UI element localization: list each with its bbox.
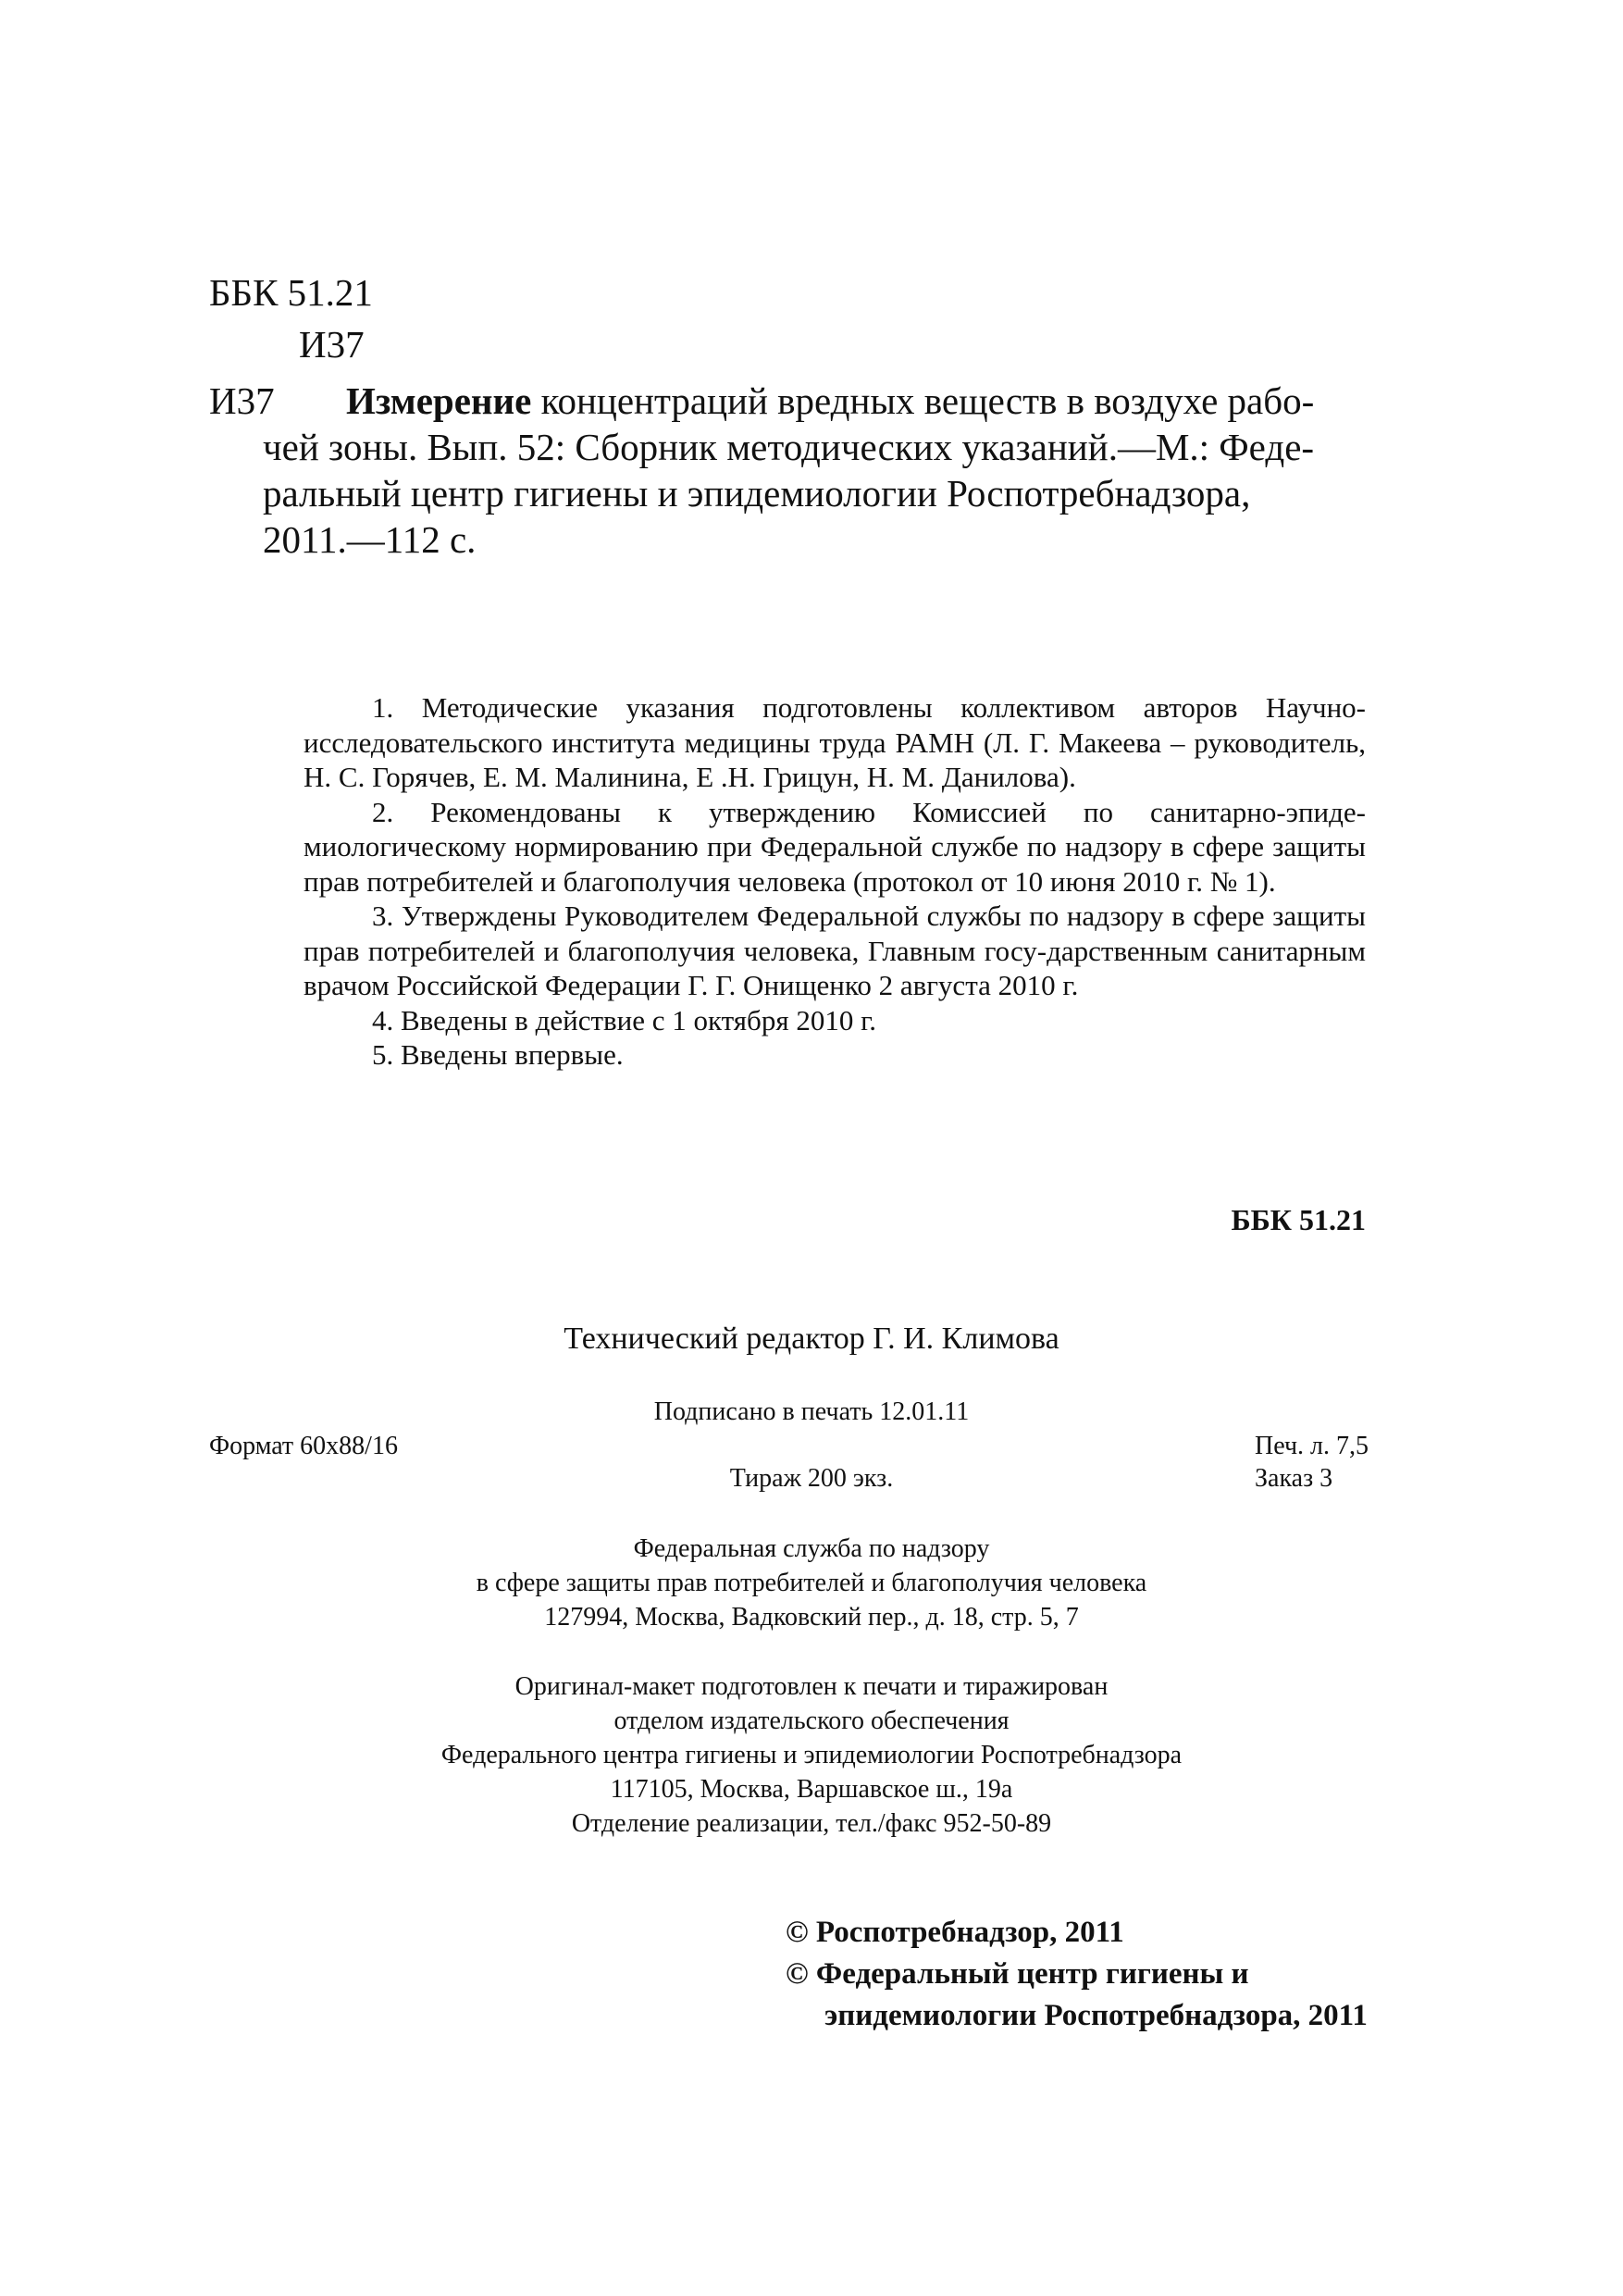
note-2: 2. Рекомендованы к утверждению Комиссией по санитарно-эпиде-миологическому нормированию при Федеральной службе по надзору в сфере защиты прав потребителей и благополучия человека (протокол от 10 июня 2010 г. № 1).	[304, 795, 1366, 898]
entry-title-bold: Измерение	[346, 379, 532, 422]
order-number: Заказ 3	[1255, 1464, 1333, 1493]
printer-line: 117105, Москва, Варшавское ш., 19а	[610, 1775, 1013, 1804]
copyright-line-3: эпидемиологии Роспотребнадзора, 2011	[824, 1999, 1368, 2032]
bibliographic-entry	[263, 378, 1364, 563]
copyright-block	[786, 1912, 1368, 2037]
copyright-line-1: © Роспотребнадзор, 2011	[786, 1916, 1124, 1949]
signed-for-print: Подписано в печать 12.01.11	[653, 1397, 970, 1426]
publisher-line: Федеральная служба по надзору	[633, 1534, 990, 1563]
entry-line-4: 2011.—112 с.	[263, 518, 477, 561]
printer-line: Федерального центра гигиены и эпидемиологии Роспотребнадзора	[440, 1741, 1183, 1769]
print-run: Тираж 200 экз.	[729, 1464, 894, 1493]
author-mark-top: И37	[299, 323, 365, 366]
entry-line-1	[263, 378, 1364, 424]
note-3: 3. Утверждены Руководителем Федеральной службы по надзору в сфере защиты прав потребителей и благополучия человека, Главным госу-дарственным санитарным врачом Российской Федерации Г. Г. Онищенко 2 августа 2010 г.	[304, 900, 1366, 1001]
print-sheets: Печ. л. 7,5	[1255, 1432, 1369, 1460]
note-4: 4. Введены в действие с 1 октября 2010 г.	[372, 1003, 877, 1036]
bbk-code-bottom: ББК 51.21	[1231, 1203, 1366, 1236]
bbk-code-top: ББК 51.21	[209, 271, 373, 314]
note-1: 1. Методические указания подготовлены коллективом авторов Научно-исследовательского института медицины труда РАМН (Л. Г. Макеева – руководитель, Н. С. Горячев, Е. М. Малинина, Е .Н. Грицун, Н. М. Данилова).	[304, 691, 1366, 793]
entry-line-1-rest: концентраций вредных веществ в воздухе рабо-	[531, 379, 1315, 422]
entry-line-3: ральный центр гигиены и эпидемиологии Роспотребнадзора,	[263, 472, 1251, 515]
publisher-block	[0, 1532, 1623, 1634]
technical-editor: Технический редактор Г. И. Климова	[564, 1322, 1059, 1356]
publisher-line: в сфере защиты прав потребителей и благополучия человека	[476, 1569, 1147, 1597]
printer-line: отделом издательского обеспечения	[613, 1706, 1010, 1735]
copyright-line-2: © Федеральный центр гигиены и	[786, 1957, 1249, 1991]
publisher-line: 127994, Москва, Вадковский пер., д. 18, стр. 5, 7	[544, 1603, 1079, 1632]
entry-line-2: чей зоны. Вып. 52: Сборник методических указаний.—М.: Феде-	[263, 426, 1315, 468]
note-5: 5. Введены впервые.	[372, 1038, 624, 1071]
notes-block	[304, 690, 1366, 1073]
printer-block	[0, 1669, 1623, 1841]
printer-line: Отделение реализации, тел./факс 952-50-89	[571, 1809, 1052, 1838]
entry-author-mark: И37	[209, 379, 275, 422]
printer-line: Оригинал-макет подготовлен к печати и тиражирован	[514, 1672, 1109, 1701]
paper-format: Формат 60х88/16	[209, 1432, 398, 1460]
